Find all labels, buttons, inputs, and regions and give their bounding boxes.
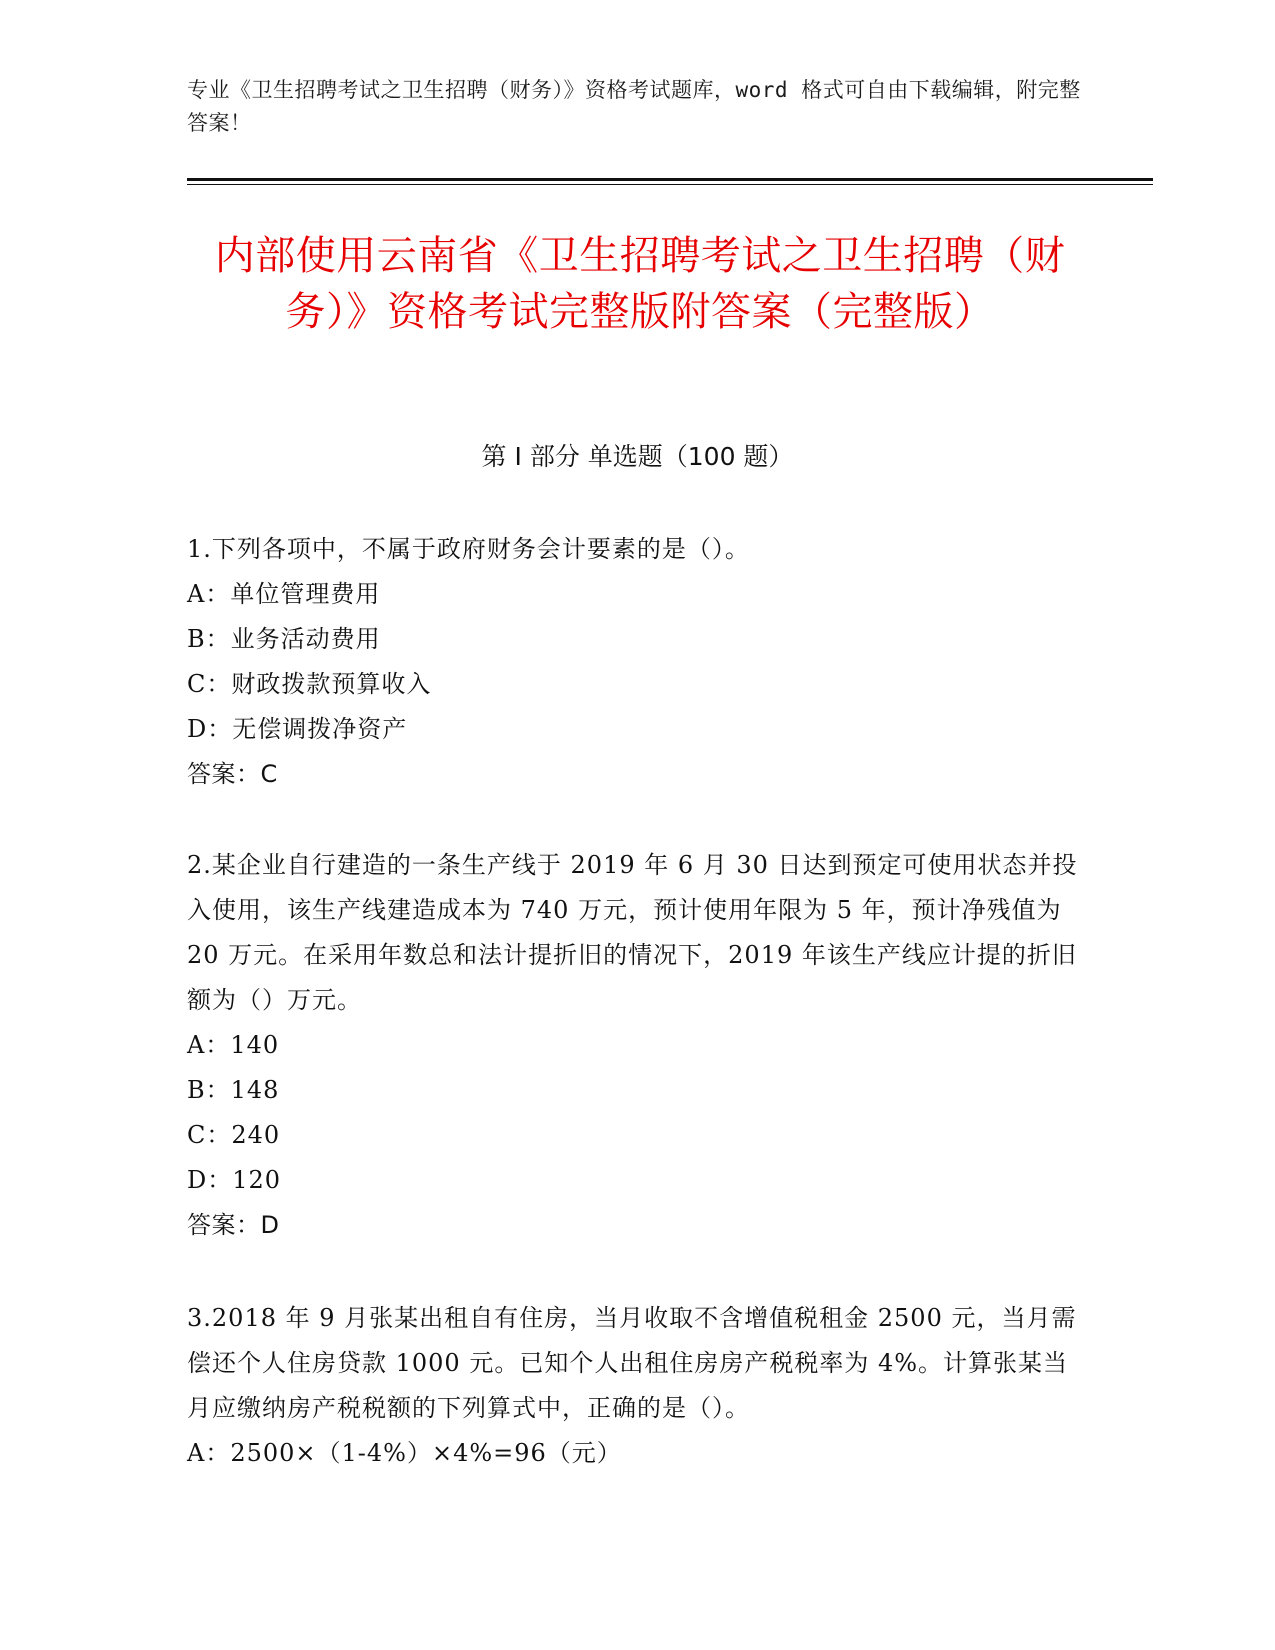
option-a: A：140 bbox=[187, 1031, 280, 1059]
option-d: D：120 bbox=[187, 1166, 282, 1194]
question-text: 2.某企业自行建造的一条生产线于 2019 年 6 月 30 日达到预定可使用状态并投入使用，该生产线建造成本为 740 万元，预计使用年限为 5 年，预计净残值为 20 万元。在采用年数总和法计提折旧的情况下，2019 年该生产线应计提的折旧额为（）万元。 bbox=[187, 851, 1078, 1014]
header-rule-thin bbox=[187, 184, 1153, 185]
header-rule-thick bbox=[187, 178, 1153, 181]
option-b: B：业务活动费用 bbox=[187, 625, 381, 653]
option-c: C：财政拨款预算收入 bbox=[187, 670, 432, 698]
question-text: 3.2018 年 9 月张某出租自有住房，当月收取不含增值税租金 2500 元，当月需偿还个人住房贷款 1000 元。已知个人出租住房房产税税率为 4%。计算张某当月应缴纳房产税税额的下列算式中，正确的是（）。 bbox=[187, 1304, 1077, 1422]
answer: 答案：C bbox=[187, 760, 278, 788]
question-1 bbox=[187, 527, 1087, 797]
option-b: B：148 bbox=[187, 1076, 280, 1104]
option-a: A：2500×（1-4%）×4%=96（元） bbox=[187, 1439, 622, 1467]
document-title: 内部使用云南省《卫生招聘考试之卫生招聘（财务）》资格考试完整版附答案（完整版） bbox=[214, 233, 1066, 335]
section-title: 第 I 部分 单选题（100 题） bbox=[481, 442, 794, 471]
question-text: 1.下列各项中，不属于政府财务会计要素的是（）。 bbox=[187, 535, 750, 563]
option-a: A：单位管理费用 bbox=[187, 580, 381, 608]
option-c: C：240 bbox=[187, 1121, 281, 1149]
answer: 答案：D bbox=[187, 1211, 280, 1239]
header-note: 专业《卫生招聘考试之卫生招聘（财务）》资格考试题库，word 格式可自由下载编辑，附完整答案！ bbox=[187, 78, 1081, 135]
question-3 bbox=[187, 1296, 1087, 1476]
option-d: D：无偿调拨净资产 bbox=[187, 715, 408, 743]
question-2 bbox=[187, 843, 1087, 1248]
